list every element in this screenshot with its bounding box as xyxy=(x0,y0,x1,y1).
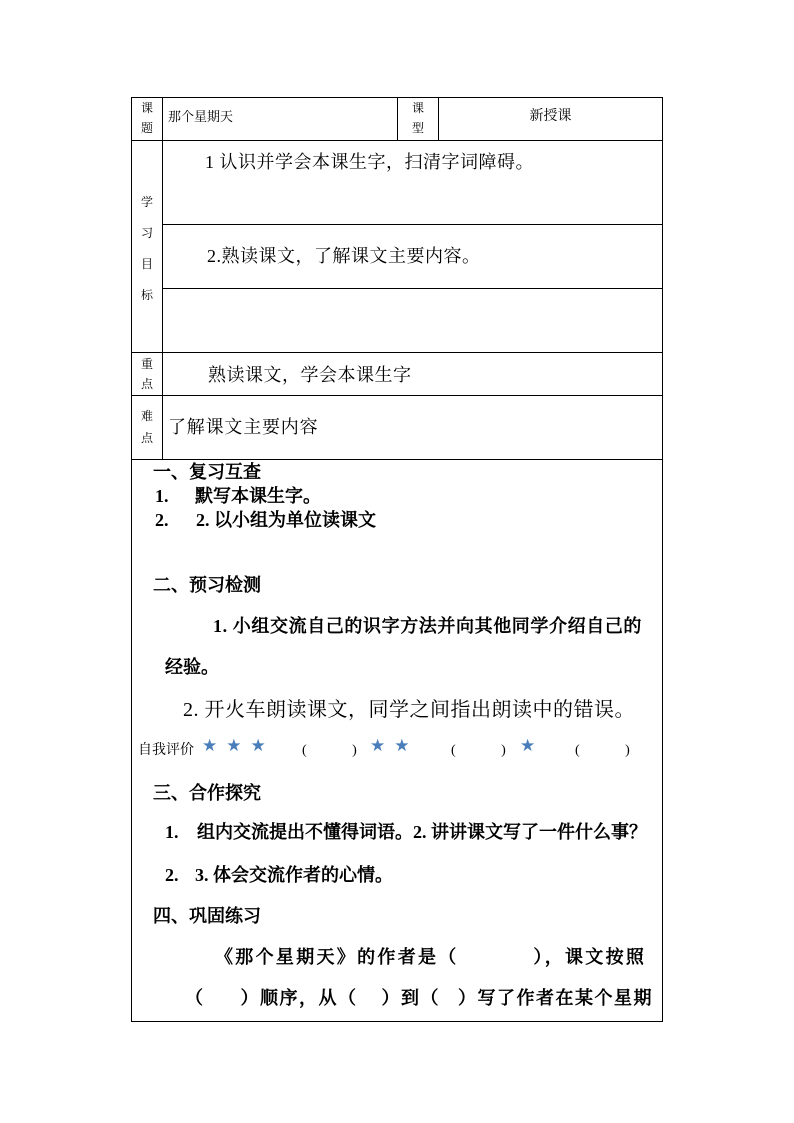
difficulty-label xyxy=(132,405,162,449)
star-icon: ★ xyxy=(202,736,218,756)
title-value-cell xyxy=(162,97,398,141)
rating-blank: ( ) xyxy=(302,743,357,758)
type-value-cell xyxy=(438,97,663,141)
star-icon: ★ xyxy=(394,736,410,756)
list-item-number: 2. xyxy=(165,865,179,885)
practice-line-2: （ ）顺序，从（ ）到（ ）写了作者在某个星期 xyxy=(185,988,653,1008)
section-heading-preview: 二、预习检测 xyxy=(153,575,261,595)
title-label xyxy=(132,98,162,138)
preview-line-2: 经验。 xyxy=(165,657,219,677)
type-label-cell xyxy=(397,97,439,141)
practice-line-1: 《那个星期天》的作者是（ ），课文按照 xyxy=(215,947,647,967)
self-evaluation-label: 自我评价 xyxy=(138,743,194,758)
key-point-label-char: 重 xyxy=(140,357,153,371)
difficulty-label-cell xyxy=(131,395,163,460)
key-point-label-char: 点 xyxy=(140,377,153,391)
star-rating-group xyxy=(520,734,535,758)
title-label-char: 题 xyxy=(140,121,153,135)
star-icon: ★ xyxy=(250,736,266,756)
star-rating-group xyxy=(370,734,410,758)
objectives-label-char: 目 xyxy=(140,257,153,271)
objective-2: 2.熟读课文，了解课文主要内容。 xyxy=(207,246,481,266)
key-point-label xyxy=(132,354,162,394)
objectives-label xyxy=(132,187,162,311)
lesson-title: 那个星期天 xyxy=(168,109,234,124)
type-label-char: 型 xyxy=(411,121,424,135)
objective-1: 1 认识并学会本课生字，扫清字词障碍。 xyxy=(205,152,534,172)
section-heading-cooperate: 三、合作探究 xyxy=(153,783,261,803)
difficulty-value: 了解课文主要内容 xyxy=(168,417,319,437)
star-icon: ★ xyxy=(520,736,536,756)
difficulty-label-char: 点 xyxy=(140,431,153,445)
objective-3-cell-empty xyxy=(162,288,663,353)
objectives-label-char: 学 xyxy=(140,195,153,209)
list-item-text: 3. 体会交流作者的心情。 xyxy=(195,865,393,885)
key-point-value-cell xyxy=(162,352,663,396)
list-item-number: 1. xyxy=(155,486,169,506)
list-item-text: 组内交流提出不懂得词语。2. 讲讲课文写了一件什么事？ xyxy=(197,822,647,842)
rating-blank: ( ) xyxy=(451,743,506,758)
objective-1-cell xyxy=(162,140,663,225)
preview-line-1: 1. 小组交流自己的识字方法并向其他同学介绍自己的 xyxy=(213,616,642,636)
list-item-text: 2. 以小组为单位读课文 xyxy=(196,510,376,530)
list-item-number: 1. xyxy=(165,822,179,842)
key-point-value: 熟读课文，学会本课生字 xyxy=(208,365,412,385)
star-icon: ★ xyxy=(370,736,386,756)
section-heading-review: 一、复习互查 xyxy=(153,462,261,482)
lesson-body-cell xyxy=(131,459,663,1022)
objectives-label-char: 习 xyxy=(140,226,153,240)
title-label-char: 课 xyxy=(140,101,153,115)
objectives-label-char: 标 xyxy=(140,288,153,302)
objectives-label-cell xyxy=(131,140,163,353)
difficulty-value-cell xyxy=(162,395,663,460)
star-icon: ★ xyxy=(226,736,242,756)
title-label-cell xyxy=(131,97,163,141)
preview-line-3: 2. 开火车朗读课文，同学之间指出朗读中的错误。 xyxy=(183,699,635,721)
type-label xyxy=(398,98,438,138)
list-item-text: 默写本课生字。 xyxy=(195,486,321,506)
key-point-label-cell xyxy=(131,352,163,396)
lesson-type: 新授课 xyxy=(529,109,572,124)
type-label-char: 课 xyxy=(411,101,424,115)
rating-blank: ( ) xyxy=(575,743,630,758)
section-heading-practice: 四、巩固练习 xyxy=(153,906,261,926)
list-item-number: 2. xyxy=(155,510,169,530)
objective-2-cell xyxy=(162,224,663,289)
difficulty-label-char: 难 xyxy=(140,409,153,423)
star-rating-group xyxy=(202,734,266,758)
